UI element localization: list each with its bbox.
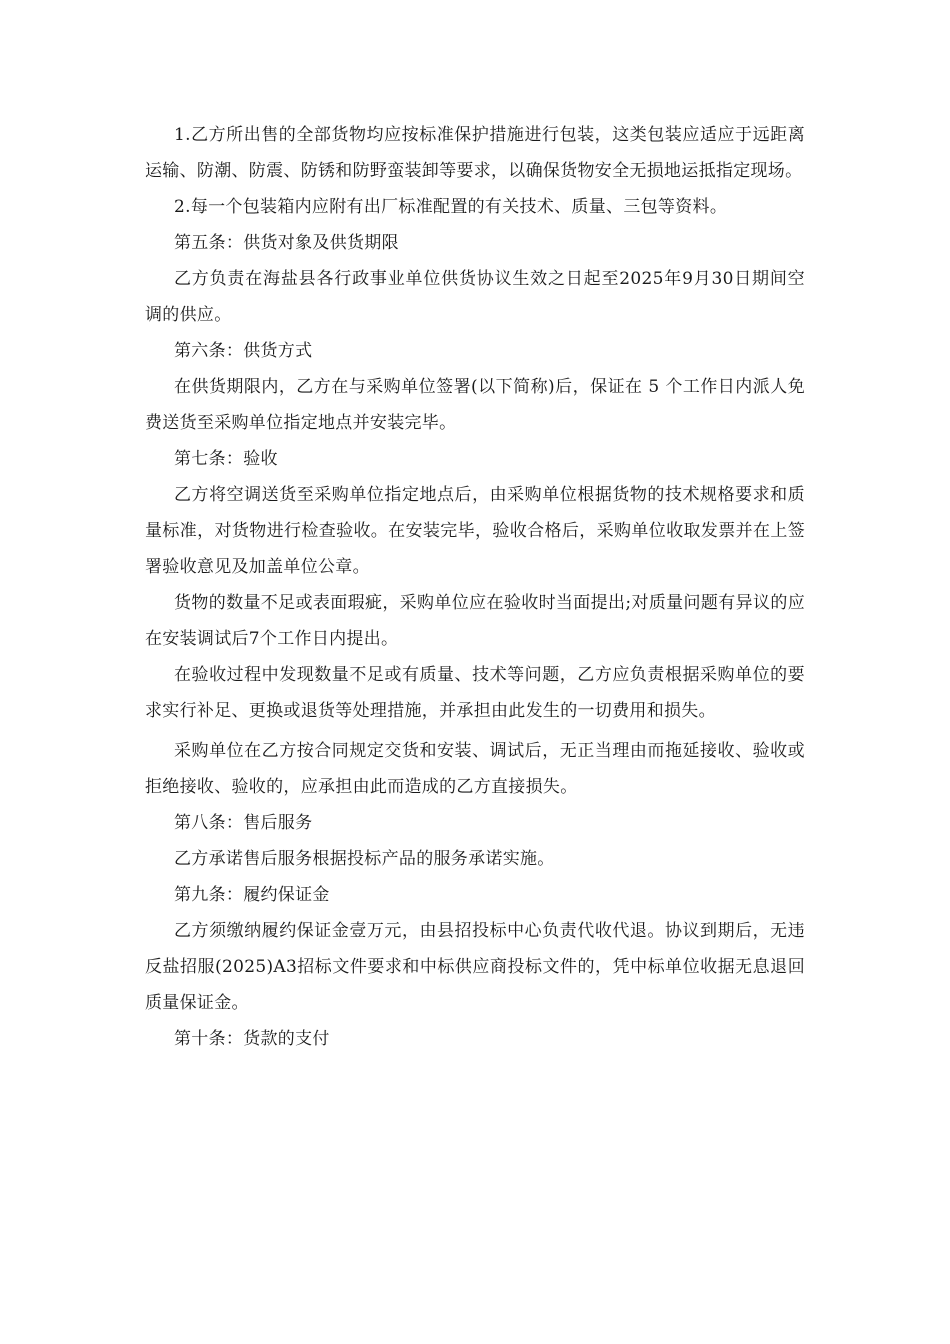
article-9-text: 乙方须缴纳履约保证金壹万元，由县招投标中心负责代收代退。协议到期后，无违反盐招服(2025)A3招标文件要求和中标供应商投标文件的，凭中标单位收据无息退回质量保证金。 [145,921,805,1013]
article-7-text-1: 乙方将空调送货至采购单位指定地点后，由采购单位根据货物的技术规格要求和质量标准，对货物进行检查验收。在安装完毕，验收合格后，采购单位收取发票并在上签署验收意见及加盖单位公章。 [145,485,805,577]
article-7-text-4: 采购单位在乙方按合同规定交货和安装、调试后，无正当理由而拖延接收、验收或拒绝接收、验收的，应承担由此而造成的乙方直接损失。 [145,741,805,797]
article-7-heading: 第七条：验收 [174,449,278,469]
article-6-heading: 第六条：供货方式 [174,341,313,361]
packaging-clause-1: 1.乙方所出售的全部货物均应按标准保护措施进行包装，这类包装应适应于远距离运输、防潮、防震、防锈和防野蛮装卸等要求，以确保货物安全无损地运抵指定现场。 [145,125,805,181]
article-8-text: 乙方承诺售后服务根据投标产品的服务承诺实施。 [174,849,555,869]
article-5-text: 乙方负责在海盐县各行政事业单位供货协议生效之日起至2025年9月30日期间空调的供应。 [145,269,805,325]
article-6-text: 在供货期限内，乙方在与采购单位签署(以下简称)后，保证在 5 个工作日内派人免费送货至采购单位指定地点并安装完毕。 [145,377,805,433]
article-8-heading: 第八条：售后服务 [174,813,313,833]
article-7-text-2: 货物的数量不足或表面瑕疵，采购单位应在验收时当面提出;对质量问题有异议的应在安装调试后7个工作日内提出。 [145,593,805,649]
article-10-heading: 第十条：货款的支付 [174,1029,330,1049]
article-7-text-3: 在验收过程中发现数量不足或有质量、技术等问题，乙方应负责根据采购单位的要求实行补足、更换或退货等处理措施，并承担由此发生的一切费用和损失。 [145,665,805,721]
article-5-heading: 第五条：供货对象及供货期限 [174,233,399,253]
packaging-clause-2: 2.每一个包装箱内应附有出厂标准配置的有关技术、质量、三包等资料。 [174,197,728,217]
document-body [145,117,805,1057]
article-9-heading: 第九条：履约保证金 [174,885,330,905]
